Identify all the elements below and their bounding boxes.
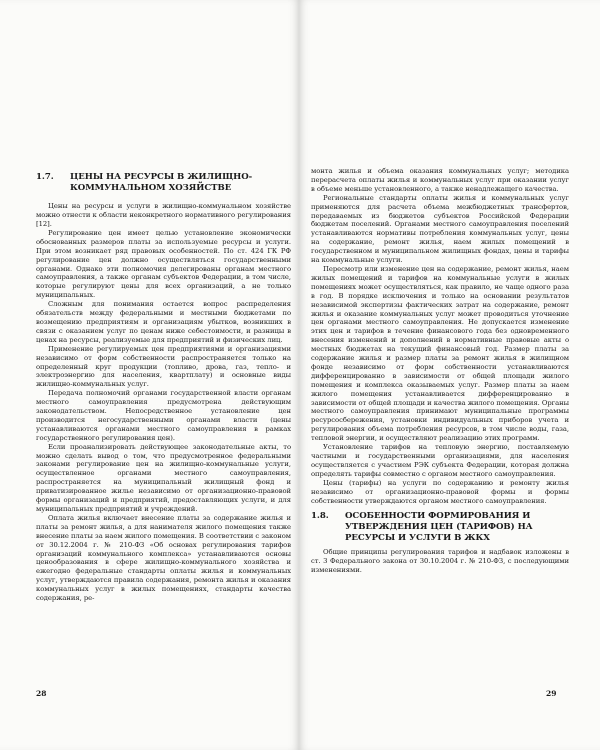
section-heading-1-7: [36, 172, 291, 193]
right-page-text: [311, 167, 569, 575]
paragraph: Регулирование цен имеет целью установление экономически обоснованных размеров платы за используемые ресурсы и услуги. При этом возникает ряд правовых особенностей. По ст. 424 ГК РФ регулирование цен должно осуществляться государственными органами. Однако эти полномочия делегированы органам местного самоуправления, а также органам субъектов Федерации, в том числе, которые регулируют цены для всех организаций, а не только муниципальных.: [36, 228, 291, 300]
page-number-left: 28: [36, 689, 47, 698]
paragraph: Цены на ресурсы и услуги в жилищно-коммунальном хозяйстве можно отнести к области неконкретного нормативного регулирования [12].: [36, 202, 291, 228]
paragraph: Установление тарифов на тепловую энергию, поставляемую частными и государственными организациями, для населения осуществляется с участием РЭК субъекта Федерации, которая должна определять тарифы совместно с органом местного самоуправления.: [311, 443, 569, 478]
paragraph: Передача полномочий органами государственной власти органам местного самоуправления предусмотрена действующим законодательством. Непосредственное установление цен производится негосударственными органами власти (цены устанавливаются органами местного самоуправления в рамках государственного регулирования цен).: [36, 389, 291, 442]
section-number: 1.8.: [311, 511, 329, 522]
section-title: ОСОБЕННОСТИ ФОРМИРОВАНИЯ И УТВЕРЖДЕНИЯ ЦЕН (ТАРИФОВ) НА РЕСУРСЫ И УСЛУГИ В ЖКХ: [345, 511, 533, 543]
paragraph: Общие принципы регулирования тарифов и надбавок изложены в ст. 3 Федерального закона от 30.10.2004 г. № 210-ФЗ, с последующими изменениями.: [311, 548, 569, 575]
page-number-right: 29: [546, 689, 557, 698]
paragraph: Пересмотр или изменение цен на содержание, ремонт жилья, наем жилых помещений и тарифов на коммунальные услуги в жилых помещениях может осуществляться, как правило, не чаще одного раза в год. В порядке исключения и только на основании результатов независимой экспертизы фактических затрат на содержание, ремонт жилья и оказание коммунальных услуг может проводиться уточнение цен органами местного самоуправления. Не допускается изменение этих цен и тарифов в течение финансового года без одновременного внесения изменений и дополнений в нормативные правовые акты о местных бюджетах на текущий финансовый год. Размер платы за содержание жилья и размер платы за ремонт жилья в жилищном фонде независимо от форм собственности устанавливаются дифференцированно в зависимости от общей площади жилого помещения и комплекса оказываемых услуг. Размер платы за наем жилого помещения устанавливается дифференцированно в зависимости от общей площади и качества жилого помещения. Органы местного самоуправления принимают муниципальные программы ресурсосбережения, установки индивидуальных приборов учета и регулирования объема потребления ресурсов, в том числе воды, газа, тепловой энергии, и осуществляют реализацию этих программ.: [311, 264, 569, 443]
section-number: 1.7.: [36, 172, 54, 182]
paragraph: Если проанализировать действующее законодательные акты, то можно сделать вывод о том, что предусмотренное федеральными законами регулирование цен на жилищно-коммунальные услуги, осуществленное органами местного самоуправления, распространяется на муниципальный жилищный фонд и приватизированное жилье независимо от организационно-правовой формы организаций и предприятий, предоставляющих услуги, и для муниципальных предприятий и учреждений.: [36, 442, 291, 513]
paragraph: Оплата жилья включает внесение платы за содержание жилья и платы за ремонт жилья, а для нанимателя жилого помещения также внесение платы за наем жилого помещения. В соответствии с законом от 30.12.2004 г. № 210-ФЗ «Об основах регулирования тарифов организаций коммунального комплекса» устанавливаются основы ценообразования в сфере жилищно-коммунального хозяйства и ежегодно федеральные стандарты оплаты жилья и коммунальных услуг, утверждаются правила содержания, ремонта жилья и оказания коммунальных услуг в жилых помещениях, стандарты качества содержания, ре-: [36, 513, 291, 603]
section-heading-1-8: [311, 511, 569, 543]
paragraph: Применение регулируемых цен предприятиями и организациями независимо от форм собственности распространяется только на определенный круг продукции (топливо, дрова, газ, тепло- и электроэнергию для населения, квартплату) и основные виды жилищно-коммунальных услуг.: [36, 344, 291, 389]
left-page-text: [36, 164, 291, 603]
section-title: ЦЕНЫ НА РЕСУРСЫ В ЖИЛИЩНО-КОММУНАЛЬНОМ ХОЗЯЙСТВЕ: [70, 172, 253, 193]
paragraph: монта жилья и объема оказания коммунальных услуг; методика перерасчета оплаты жилья и коммунальных услуг при оказании услуг в объеме меньше установленного, а также ненадлежащего качества.: [311, 167, 569, 193]
paragraph: Сложным для понимания остается вопрос распределения обязательств между федеральными и местными бюджетами по возмещению предприятиям и организациям убытков, возникших в связи с оказанием услуг по ценам ниже себестоимости, и разницы в ценах на ресурсы, реализуемые для предприятий и физических лиц.: [36, 300, 291, 344]
paragraph: Региональные стандарты оплаты жилья и коммунальных услуг применяются для расчета объема межбюджетных трансфертов, передаваемых из бюджетов субъектов Российской Федерации бюджетам поселений. Органами местного самоуправления поселений устанавливаются нормативы потребления коммунальных услуг, цены на содержание, ремонт жилья, наем жилых помещений в государственном и муниципальном жилищных фондах, цены и тарифы на коммунальные услуги.: [311, 193, 569, 265]
paragraph: Цены (тарифы) на услуги по содержанию и ремонту жилья независимо от организационно-правовой формы и формы собственности утверждаются органом местного самоуправления.: [311, 478, 569, 505]
